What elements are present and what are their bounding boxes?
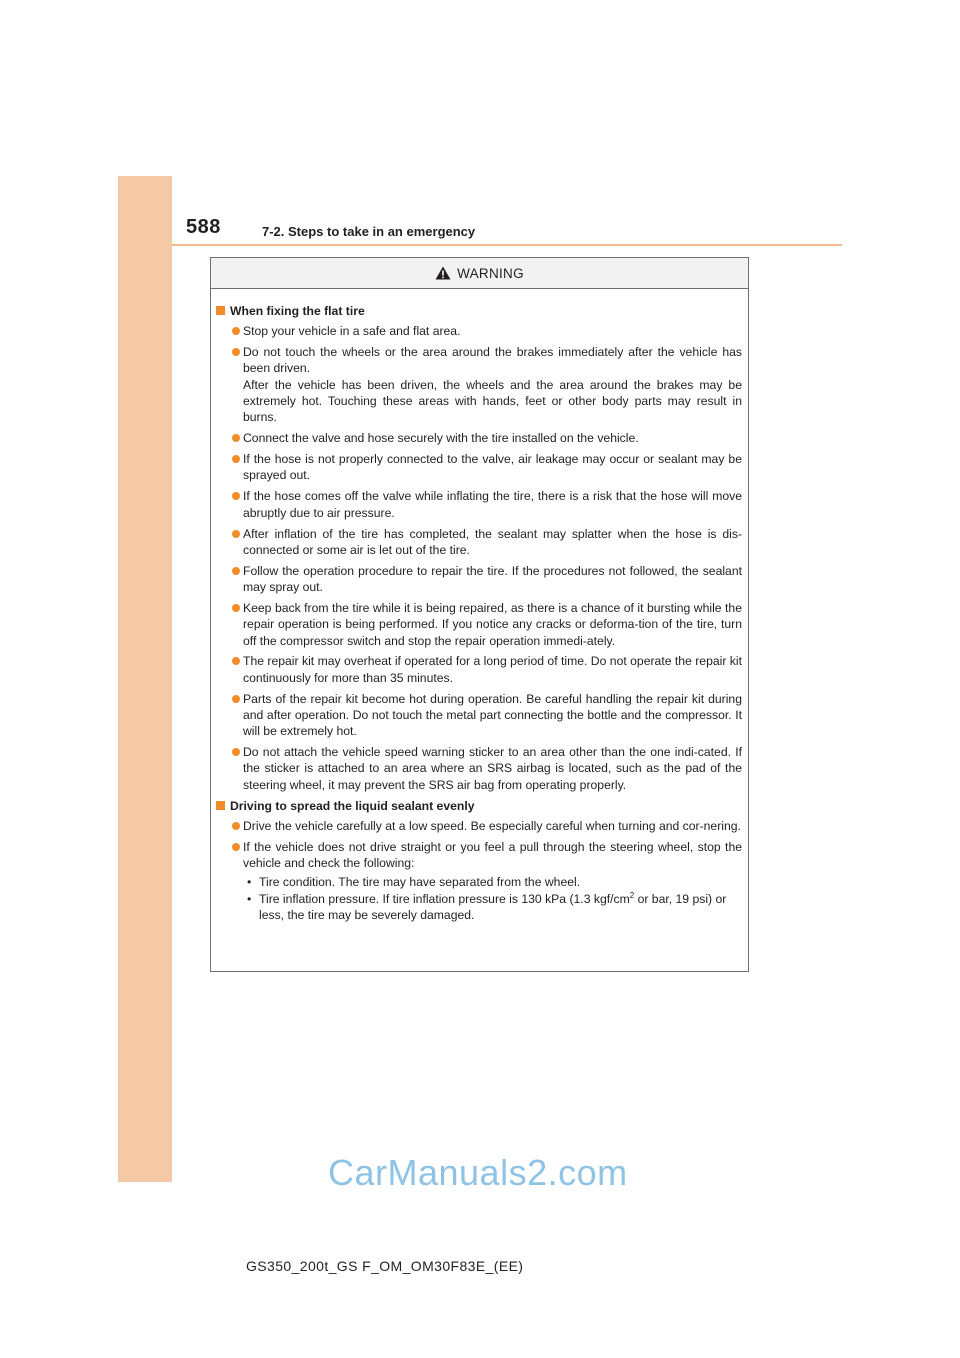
list-item: If the hose is not properly connected to the valve, air leakage may occur or sealant may be sprayed out. — [215, 451, 742, 484]
dot-bullet-icon — [232, 843, 240, 851]
dot-bullet-icon — [232, 434, 240, 442]
sub-list-item: • Tire inflation pressure. If tire inflation pressure is 130 kPa (1.3 kgf/$cm^2$ or bar, 19 psi) or less, the tire may be severely damaged. — [247, 890, 727, 922]
warning-header — [211, 258, 748, 289]
list-item: Stop your vehicle in a safe and flat area. — [215, 323, 742, 339]
topic-heading: When fixing the flat tire — [215, 303, 742, 319]
header-rule — [172, 244, 842, 246]
page-number: 588 — [186, 216, 221, 238]
list-item: Keep back from the tire while it is being repaired, as there is a chance of it bursting while the repair operation is being performed. If you notice any cracks or deforma-tion of the tire, turn off the compressor switch and stop the repair operation immedi-ately. — [215, 600, 742, 649]
list-item: Do not attach the vehicle speed warning sticker to an area other than the one indi-cated. If the sticker is attached to an area where an SRS airbag is located, such as the pad of the steering wheel, it may prevent the SRS air bag from operating properly. — [215, 744, 742, 793]
dot-bullet-icon — [232, 748, 240, 756]
square-bullet-icon — [216, 306, 225, 315]
section-title: 7-2. Steps to take in an emergency — [262, 224, 476, 239]
dot-bullet-icon — [232, 657, 240, 665]
list-item: Follow the operation procedure to repair the tire. If the procedures not followed, the sealant may spray out. — [215, 563, 742, 596]
dot-bullet-icon — [232, 455, 240, 463]
list-item: The repair kit may overheat if operated for a long period of time. Do not operate the repair kit continuously for more than 35 minutes. — [215, 653, 742, 686]
dot-bullet-icon — [232, 327, 240, 335]
dot-bullet-icon — [232, 530, 240, 538]
footer-doc-id: GS350_200t_GS F_OM_OM30F83E_(EE) — [246, 1258, 524, 1274]
topic-heading: Driving to spread the liquid sealant evenly — [215, 798, 742, 814]
warning-body — [211, 289, 748, 923]
warning-triangle-icon — [435, 266, 451, 280]
chapter-sidebar-tab — [118, 176, 172, 1182]
warning-box — [210, 257, 749, 972]
dot-bullet-icon — [232, 695, 240, 703]
dot-bullet-icon — [232, 822, 240, 830]
list-item: After inflation of the tire has completed, the sealant may splatter when the hose is dis-connected or some air is let out of the tire. — [215, 526, 742, 559]
list-item: Parts of the repair kit become hot during operation. Be careful handling the repair kit during and after operation. Do not touch the metal part connecting the bottle and the compressor. It will be extremely hot. — [215, 691, 742, 740]
dot-bullet-icon — [232, 492, 240, 500]
dot-bullet-icon — [232, 348, 240, 356]
warning-title: WARNING — [457, 265, 524, 281]
watermark: CarManuals2.com — [328, 1152, 628, 1193]
dot-bullet-icon — [232, 567, 240, 575]
list-item: If the hose comes off the valve while inflating the tire, there is a risk that the hose will move abruptly due to air pressure. — [215, 488, 742, 521]
list-item: If the vehicle does not drive straight or you feel a pull through the steering wheel, stop the vehicle and check the following: — [215, 839, 742, 872]
sub-list-item: • Tire condition. The tire may have separated from the wheel. — [247, 875, 581, 890]
square-bullet-icon — [216, 801, 225, 810]
list-item: Do not touch the wheels or the area around the brakes immediately after the vehicle has been driven. After the vehicle has been driven, the wheels and the area around the brakes may be extremely hot. Touching these areas with hands, feet or other body parts may result in burns. — [215, 344, 742, 425]
dot-bullet-icon — [232, 604, 240, 612]
list-item: Connect the valve and hose securely with the tire installed on the vehicle. — [215, 430, 742, 446]
list-item: Drive the vehicle carefully at a low speed. Be especially careful when turning and cor-nering. — [215, 818, 742, 834]
